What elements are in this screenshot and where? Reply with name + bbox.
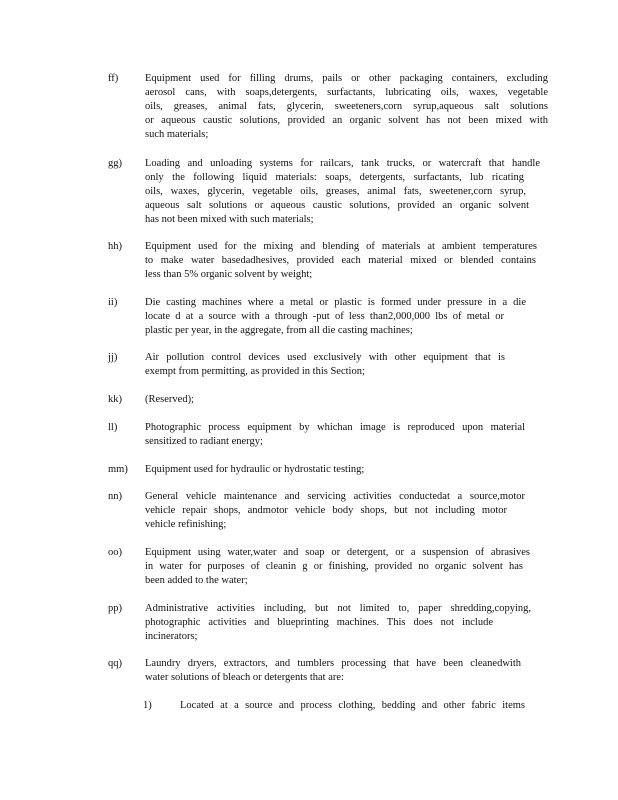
item-text-line: been added to the water; (145, 575, 248, 586)
item-text-line: oils, greases, animal fats, glycerin, sweeteners,corn syrup,aqueous salt solutions (145, 101, 548, 112)
sub-item-label: 1) (143, 700, 152, 711)
item-label: qq) (108, 658, 122, 669)
item-text-line: Equipment used for filling drums, pails or other packaging containers, excluding (145, 73, 548, 84)
item-text-line: in water for purposes of cleanin g or finishing, provided no organic solvent has (145, 561, 523, 572)
item-text-line: plastic per year, in the aggregate, from all die casting machines; (145, 325, 413, 336)
item-text-line: sensitized to radiant energy; (145, 436, 263, 447)
item-text-line: only the following liquid materials: soaps, detergents, surfactants, lub ricating (145, 172, 524, 183)
item-text-line: aerosol cans, with soaps,detergents, surfactants, lubricating oils, waxes, vegetable (145, 87, 548, 98)
item-text-line: Laundry dryers, extractors, and tumblers processing that have been cleanedwith (145, 658, 521, 669)
item-text-line: General vehicle maintenance and servicing activities conductedat a source,motor (145, 491, 525, 502)
item-text-line: incinerators; (145, 631, 198, 642)
item-text-line: photographic activities and blueprinting machines. This does not include (145, 617, 493, 628)
item-text-line: exempt from permitting, as provided in this Section; (145, 366, 365, 377)
item-text-line: Administrative activities including, but not limited to, paper shredding,copying, (145, 603, 531, 614)
item-text-line: Equipment used for the mixing and blending of materials at ambient temperatures (145, 241, 537, 252)
item-label: ll) (108, 422, 118, 433)
item-text-line: locate d at a source with a through -put of less than2,000,000 lbs of metal or (145, 311, 504, 322)
item-label: jj) (108, 352, 118, 363)
item-label: oo) (108, 547, 122, 558)
item-text-line: or aqueous caustic solutions, provided an organic solvent has not been mixed with (145, 115, 548, 126)
item-text-line: Photographic process equipment by whichan image is reproduced upon material (145, 422, 525, 433)
item-text-line: has not been mixed with such materials; (145, 214, 314, 225)
item-label: ii) (108, 297, 118, 308)
item-label: kk) (108, 394, 122, 405)
item-text-line: aqueous salt solutions or aqueous caustic solutions, provided an organic solvent (145, 200, 529, 211)
item-text-line: vehicle refinishing; (145, 519, 227, 530)
item-text-line: Equipment used for hydraulic or hydrostatic testing; (145, 464, 365, 475)
item-text-line: such materials; (145, 129, 209, 140)
item-label: mm) (108, 464, 128, 475)
sub-item-text: Located at a source and process clothing, bedding and other fabric items (180, 700, 525, 711)
item-label: nn) (108, 491, 122, 502)
item-text-line: (Reserved); (145, 394, 194, 405)
item-text-line: water solutions of bleach or detergents that are: (145, 672, 344, 683)
item-label: gg) (108, 158, 122, 169)
item-text-line: oils, waxes, glycerin, vegetable oils, greases, animal fats, sweetener,corn syrup, (145, 186, 526, 197)
item-text-line: Equipment using water,water and soap or detergent, or a suspension of abrasives (145, 547, 530, 558)
item-text-line: less than 5% organic solvent by weight; (145, 269, 313, 280)
item-text-line: to make water basedadhesives, provided each material mixed or blended contains (145, 255, 536, 266)
item-text-line: Die casting machines where a metal or plastic is formed under pressure in a die (145, 297, 526, 308)
item-label: ff) (108, 73, 119, 84)
item-text-line: Air pollution control devices used exclusively with other equipment that is (145, 352, 505, 363)
item-label: hh) (108, 241, 122, 252)
item-text-line: Loading and unloading systems for railcars, tank trucks, or watercraft that handle (145, 158, 540, 169)
item-label: pp) (108, 603, 122, 614)
item-text-line: vehicle repair shops, andmotor vehicle body shops, but not including motor (145, 505, 507, 516)
